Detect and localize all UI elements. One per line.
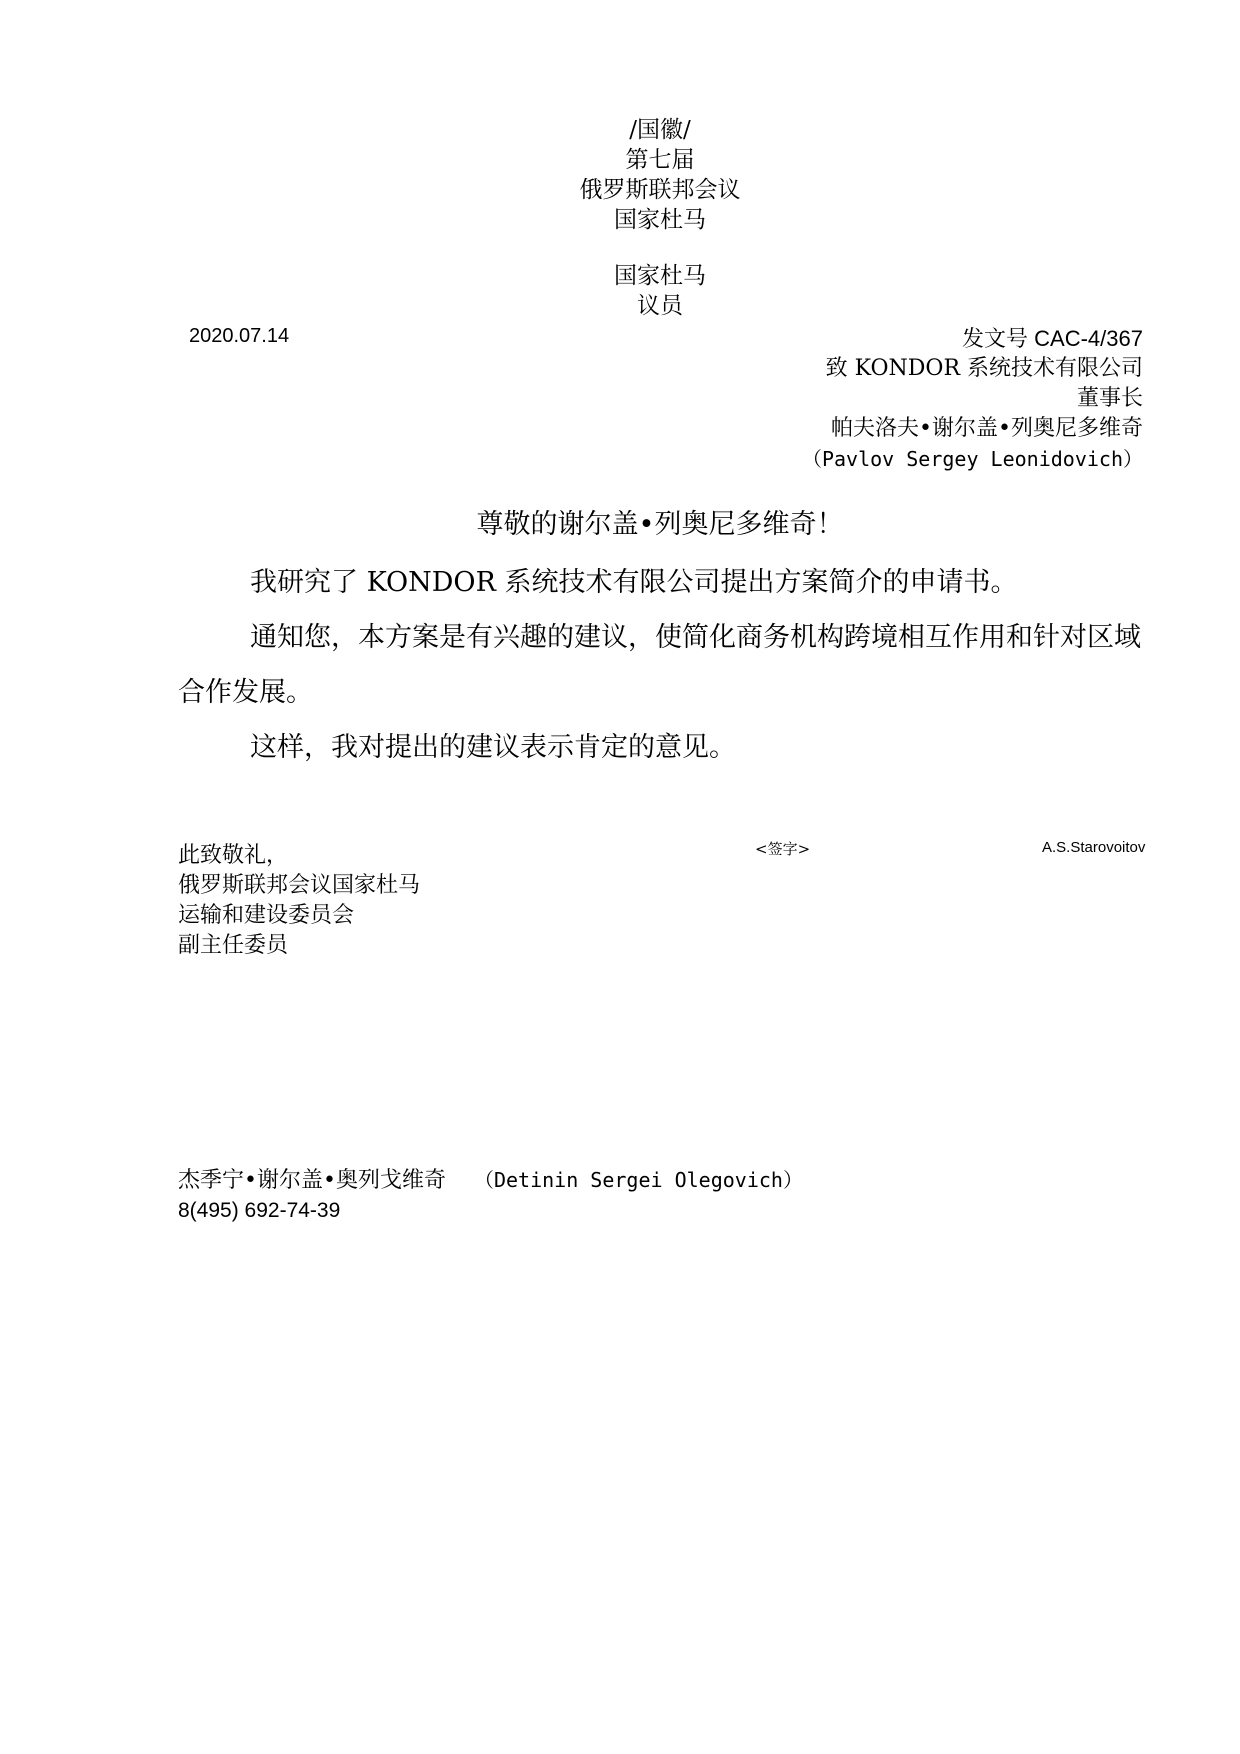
body-paragraph-2: 通知您，本方案是有兴趣的建议，使简化商务机构跨境相互作用和针对区域合作发展。 xyxy=(178,622,1141,708)
emblem-placeholder: /国徽/ xyxy=(629,117,691,143)
reference-number: 发文号 CAC-4/367 xyxy=(962,326,1143,351)
closing-regards: 此致敬礼， xyxy=(178,843,289,868)
closing-org-1: 俄罗斯联邦会议国家杜马 xyxy=(178,873,421,898)
federal-assembly: 俄罗斯联邦会议 xyxy=(579,177,741,203)
signer-name: A.S.Starovoitov xyxy=(1042,839,1146,856)
convocation: 第七届 xyxy=(625,147,695,173)
addressee-block xyxy=(802,324,1143,474)
contact-phone: 8(495) 692-74-39 xyxy=(178,1199,341,1222)
signature-placeholder: <签字> xyxy=(755,840,811,858)
contact-name-latin: （Detinin Sergei Olegovich） xyxy=(473,1168,803,1192)
salutation: 尊敬的谢尔盖•列奥尼多维奇！ xyxy=(476,509,844,540)
contact-block xyxy=(178,1165,803,1226)
letter-body xyxy=(178,555,1148,775)
deputy-title: 议员 xyxy=(637,293,683,319)
contact-line xyxy=(178,1165,803,1196)
addressee-name-latin: （Pavlov Sergey Leonidovich） xyxy=(801,447,1143,471)
body-paragraph-1: 我研究了 KONDOR 系统技术有限公司提出方案简介的申请书。 xyxy=(250,567,1018,598)
addressee-position: 董事长 xyxy=(1076,386,1143,411)
closing-title: 副主任委员 xyxy=(178,933,289,958)
state-duma-2: 国家杜马 xyxy=(614,263,706,289)
closing-org-2: 运输和建设委员会 xyxy=(178,903,355,928)
letter-date: 2020.07.14 xyxy=(189,325,290,347)
body-paragraph-3: 这样，我对提出的建议表示肯定的意见。 xyxy=(250,732,736,763)
header-gap xyxy=(0,235,1240,261)
addressee-name-cn: 帕夫洛夫•谢尔盖•列奥尼多维奇 xyxy=(831,416,1143,441)
state-duma: 国家杜马 xyxy=(614,207,706,233)
addressee-company: 致 KONDOR 系统技术有限公司 xyxy=(825,356,1143,381)
letterhead xyxy=(0,115,1240,321)
contact-name-cn: 杰季宁•谢尔盖•奥列戈维奇 xyxy=(178,1168,446,1193)
closing-block xyxy=(178,841,420,961)
